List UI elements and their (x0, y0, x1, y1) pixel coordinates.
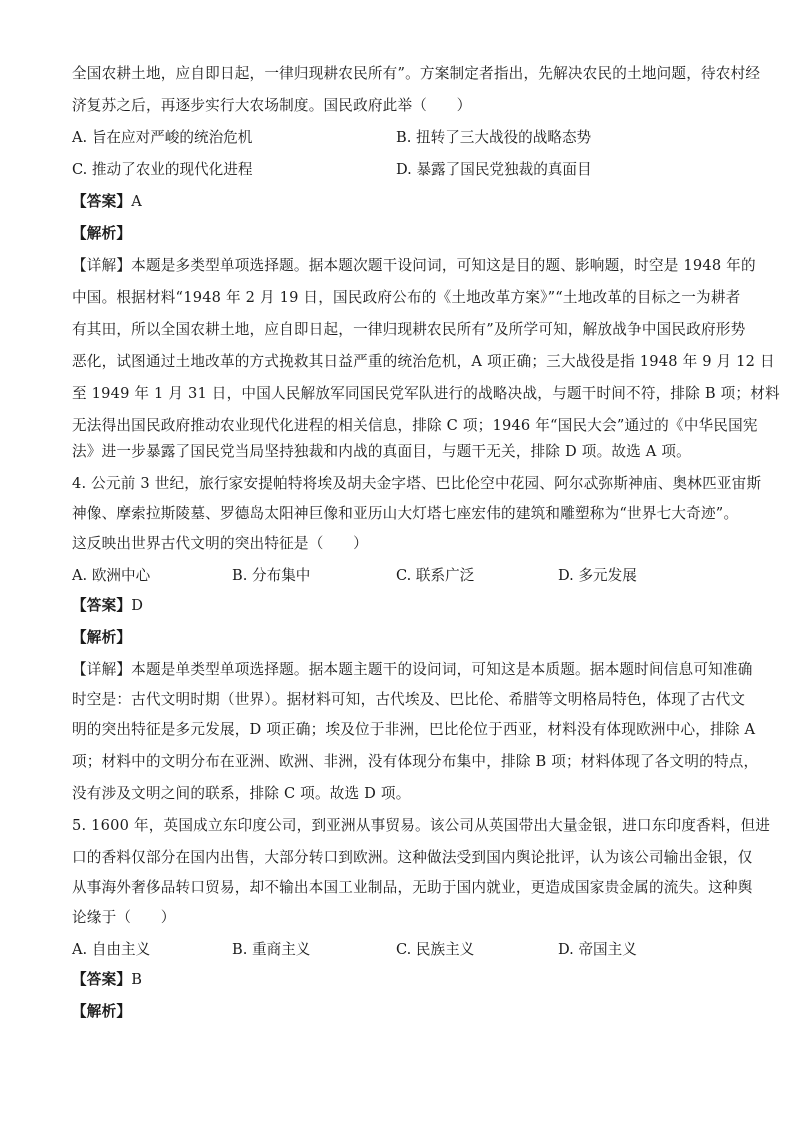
q3-analysis-tag: 【解析】 (72, 225, 132, 242)
q4-option-b: B. 分布集中 (232, 567, 311, 584)
q4-analysis-tag: 【解析】 (72, 629, 132, 646)
q3-option-d: D. 暴露了国民党独裁的真面目 (396, 161, 592, 178)
q4-detail-line-2: 时空是：古代文明时期（世界）。据材料可知，古代埃及、巴比伦、希腊等文明格局特色，体现了古代文 (72, 691, 746, 708)
answer-tag: 【答案】 (72, 597, 132, 614)
q4-option-c: C. 联系广泛 (396, 567, 475, 584)
q4-detail-line-4: 项；材料中的文明分布在亚洲、欧洲、非洲，没有体现分布集中，排除 B 项；材料体现了各文明的特点， (72, 753, 759, 770)
q3-stem-line-2: 济复苏之后，再逐步实行大农场制度。国民政府此举（ ） (72, 97, 472, 114)
q5-answer (72, 970, 732, 990)
q5-stem-line-2: 口的香料仅部分在国内出售，大部分转口到欧洲。这种做法受到国内舆论批评，认为该公司输出金银，仅 (72, 849, 753, 866)
q4-stem-line-2: 神像、摩索拉斯陵墓、罗德岛太阳神巨像和亚历山大灯塔七座宏伟的建筑和雕塑称为“世界七大奇迹”。 (72, 505, 739, 522)
q5-stem-line-3: 从事海外奢侈品转口贸易，却不输出本国工业制品，无助于国内就业，更造成国家贵金属的流失。这种舆 (72, 879, 753, 896)
q4-stem-line-1: 4. 公元前 3 世纪，旅行家安提帕特将埃及胡夫金字塔、巴比伦空中花园、阿尔忒弥斯神庙、奥林匹亚宙斯 (72, 475, 762, 492)
q3-option-a: A. 旨在应对严峻的统治危机 (72, 129, 253, 146)
q3-option-b: B. 扭转了三大战役的战略态势 (396, 129, 592, 146)
q3-detail-line-7: 法》进一步暴露了国民党当局坚持独裁和内战的真面目，与题干无关，排除 D 项。故选 A 项。 (72, 443, 691, 460)
q3-detail-line-4: 恶化，试图通过土地改革的方式挽救其日益严重的统治危机，A 项正确；三大战役是指 1948 年 9 月 12 日 (72, 353, 775, 370)
q5-option-c: C. 民族主义 (396, 941, 475, 958)
q3-detail-line-3: 有其田，所以全国农耕土地，应自即日起，一律归现耕农民所有”及所学可知，解放战争中国民政府形势 (72, 321, 746, 338)
answer-value: A (131, 193, 142, 210)
q4-detail-line-1: 【详解】本题是单类型单项选择题。据本题主题干的设问词，可知这是本质题。据本题时间信息可知准确 (72, 661, 753, 678)
q3-option-c: C. 推动了农业的现代化进程 (72, 161, 253, 178)
q5-analysis-tag: 【解析】 (72, 1003, 132, 1020)
q4-detail-line-5: 没有涉及文明之间的联系，排除 C 项。故选 D 项。 (72, 785, 411, 802)
q5-option-d: D. 帝国主义 (558, 941, 637, 958)
q4-stem-line-3: 这反映出世界古代文明的突出特征是（ ） (72, 535, 368, 552)
answer-tag: 【答案】 (72, 193, 132, 210)
q3-detail-line-5: 至 1949 年 1 月 31 日，中国人民解放军同国民党军队进行的战略决战，与题干时间不符，排除 B 项；材料 (72, 385, 780, 402)
q5-option-a: A. 自由主义 (72, 941, 151, 958)
q3-detail-line-1: 【详解】本题是多类型单项选择题。据本题次题干设问词，可知这是目的题、影响题，时空是 1948 年的 (72, 257, 756, 274)
q3-detail-line-2: 中国。根据材料“1948 年 2 月 19 日，国民政府公布的《土地改革方案》”“土地改革的目标之一为耕者 (72, 289, 741, 306)
q3-answer (72, 192, 732, 212)
q5-stem-line-1: 5. 1600 年，英国成立东印度公司，到亚洲从事贸易。该公司从英国带出大量金银，进口东印度香料，但进 (72, 817, 771, 834)
answer-tag: 【答案】 (72, 971, 132, 988)
q4-option-a: A. 欧洲中心 (72, 567, 151, 584)
q3-stem-line-1: 全国农耕土地，应自即日起，一律归现耕农民所有”。方案制定者指出，先解决农民的土地问题，待农村经 (72, 65, 761, 82)
q5-stem-line-4: 论缘于（ ） (72, 909, 176, 926)
q4-answer (72, 596, 732, 616)
answer-value: D (131, 597, 144, 614)
q4-detail-line-3: 明的突出特征是多元发展，D 项正确；埃及位于非洲，巴比伦位于西亚，材料没有体现欧洲中心，排除 A (72, 721, 756, 738)
answer-value: B (131, 971, 143, 988)
q4-option-d: D. 多元发展 (558, 567, 637, 584)
q5-option-b: B. 重商主义 (232, 941, 311, 958)
q3-detail-line-6: 无法得出国民政府推动农业现代化进程的相关信息，排除 C 项；1946 年“国民大会”通过的《中华民国宪 (72, 417, 758, 434)
